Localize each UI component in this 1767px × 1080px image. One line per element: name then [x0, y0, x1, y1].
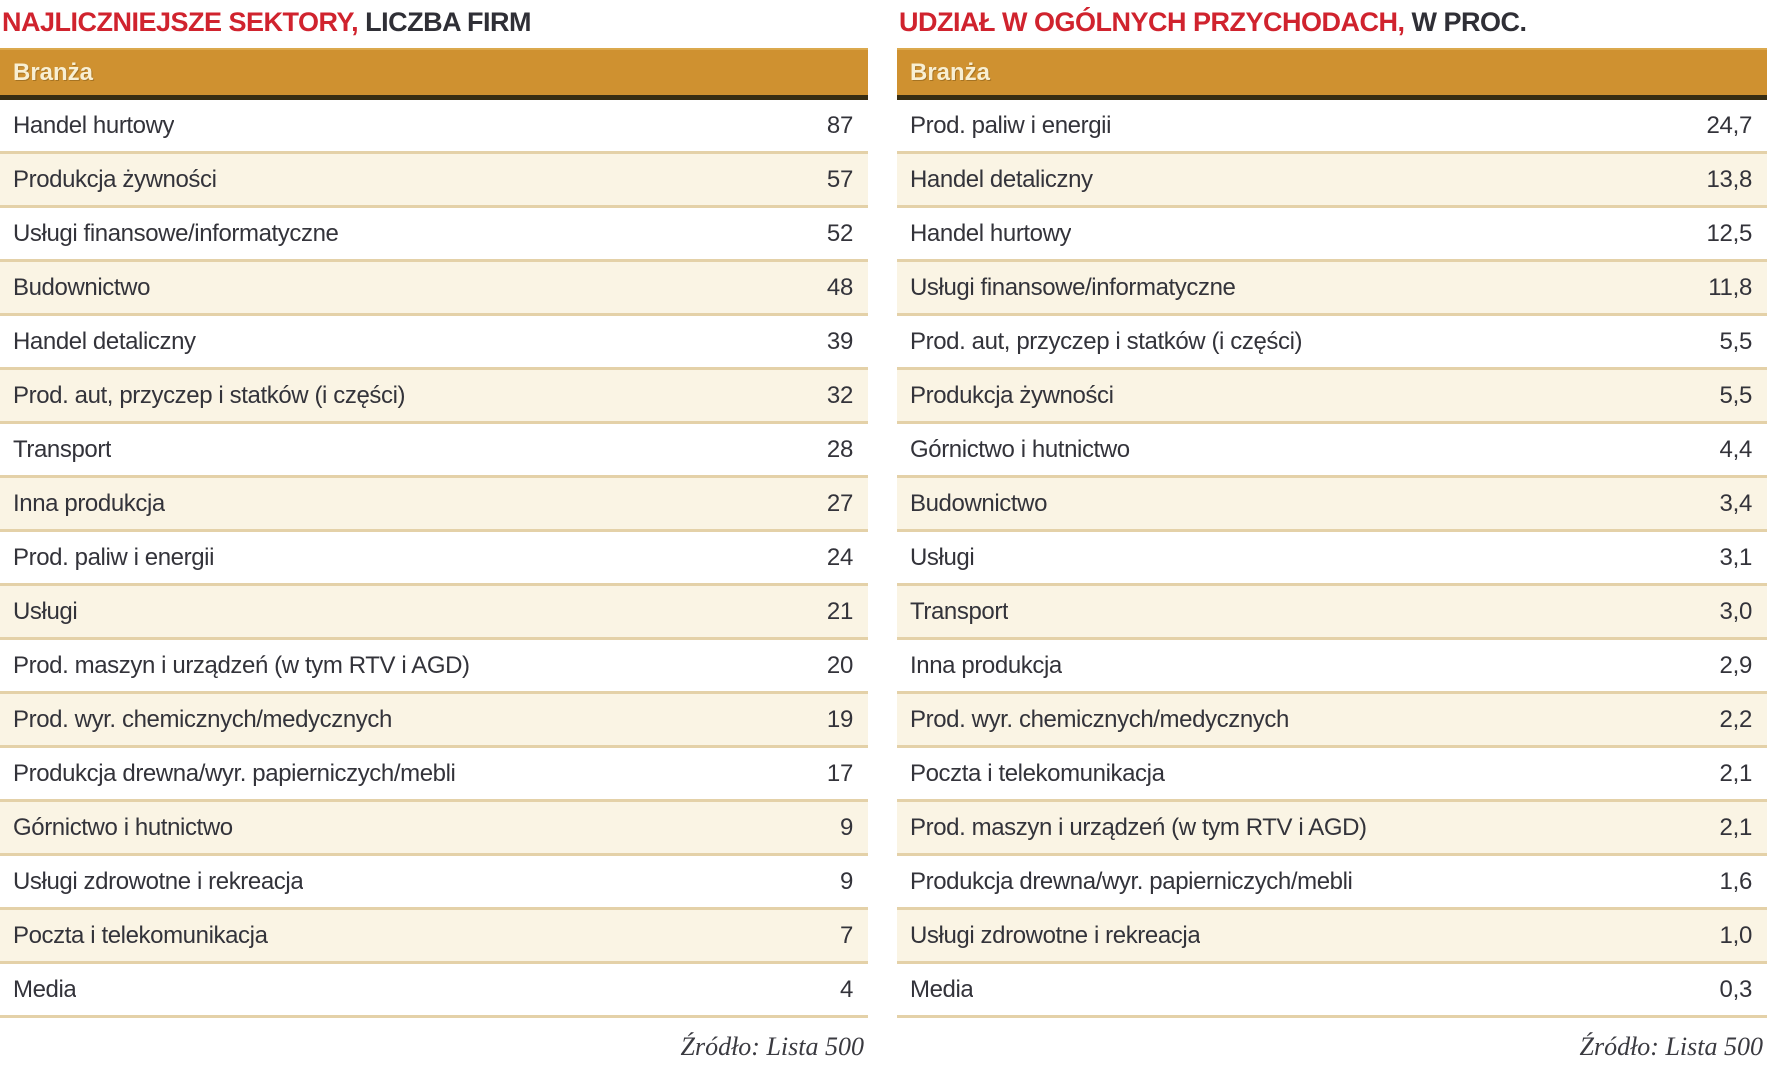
row-label: Produkcja żywności	[910, 381, 1114, 409]
row-value: 4	[839, 975, 853, 1003]
row-label: Usługi zdrowotne i rekreacja	[13, 867, 304, 895]
title-red-part: UDZIAŁ W OGÓLNYCH PRZYCHODACH,	[899, 7, 1405, 37]
row-value: 57	[826, 165, 853, 193]
row-label: Inna produkcja	[910, 651, 1062, 679]
row-value: 24,7	[1706, 111, 1752, 139]
table-row	[0, 586, 868, 640]
table-row	[897, 478, 1767, 532]
table-row	[0, 424, 868, 478]
table-row	[0, 316, 868, 370]
row-value: 2,9	[1719, 651, 1752, 679]
row-value: 12,5	[1706, 219, 1752, 247]
row-label: Transport	[13, 435, 112, 463]
row-value: 48	[826, 273, 853, 301]
table-row	[0, 370, 868, 424]
row-value: 24	[826, 543, 853, 571]
row-label: Handel hurtowy	[13, 111, 175, 139]
row-value: 7	[839, 921, 853, 949]
row-value: 32	[826, 381, 853, 409]
table-row	[897, 208, 1767, 262]
table-row	[897, 586, 1767, 640]
table-row	[897, 694, 1767, 748]
row-label: Handel detaliczny	[13, 327, 196, 355]
table-row	[897, 424, 1767, 478]
row-label: Prod. paliw i energii	[13, 543, 215, 571]
table-row	[897, 640, 1767, 694]
row-value: 28	[826, 435, 853, 463]
table-row	[0, 694, 868, 748]
table-row	[0, 100, 868, 154]
table-row	[897, 370, 1767, 424]
row-label: Transport	[910, 597, 1009, 625]
row-label: Górnictwo i hutnictwo	[910, 435, 1130, 463]
row-value: 4,4	[1719, 435, 1752, 463]
row-label: Produkcja drewna/wyr. papierniczych/mebli	[910, 867, 1353, 895]
table-row	[897, 100, 1767, 154]
table-row	[897, 964, 1767, 1018]
table-row	[897, 532, 1767, 586]
row-label: Produkcja żywności	[13, 165, 217, 193]
row-value: 20	[826, 651, 853, 679]
row-value: 5,5	[1719, 381, 1752, 409]
row-value: 2,2	[1719, 705, 1752, 733]
row-value: 52	[826, 219, 853, 247]
row-value: 1,6	[1719, 867, 1752, 895]
table-row	[0, 964, 868, 1018]
title-red-part: NAJLICZNIEJSZE SEKTORY,	[2, 7, 359, 37]
row-label: Prod. paliw i energii	[910, 111, 1112, 139]
table-row	[897, 802, 1767, 856]
row-label: Prod. aut, przyczep i statków (i części)	[910, 327, 1303, 355]
row-value: 2,1	[1719, 813, 1752, 841]
table-row	[0, 208, 868, 262]
row-value: 5,5	[1719, 327, 1752, 355]
table-revenue-share	[897, 0, 1767, 1080]
row-label: Media	[13, 975, 77, 1003]
table-row	[897, 316, 1767, 370]
table-rows	[897, 100, 1767, 1018]
table-row	[0, 640, 868, 694]
row-value: 21	[826, 597, 853, 625]
table-row	[0, 532, 868, 586]
row-value: 11,8	[1708, 273, 1752, 301]
table-rows	[0, 100, 868, 1018]
row-label: Usługi	[13, 597, 78, 625]
row-value: 39	[826, 327, 853, 355]
row-label: Handel detaliczny	[910, 165, 1093, 193]
table-row	[0, 910, 868, 964]
row-label: Prod. wyr. chemicznych/medycznych	[13, 705, 392, 733]
row-label: Usługi zdrowotne i rekreacja	[910, 921, 1201, 949]
row-label: Górnictwo i hutnictwo	[13, 813, 233, 841]
table-row	[897, 910, 1767, 964]
table-row	[0, 748, 868, 802]
row-value: 13,8	[1706, 165, 1752, 193]
page-title	[897, 0, 1767, 48]
row-label: Prod. aut, przyczep i statków (i części)	[13, 381, 406, 409]
row-value: 3,0	[1719, 597, 1752, 625]
row-label: Prod. maszyn i urządzeń (w tym RTV i AGD)	[13, 651, 470, 679]
title-dark-part: W PROC.	[1404, 7, 1527, 37]
row-value: 87	[826, 111, 853, 139]
row-value: 3,4	[1719, 489, 1752, 517]
table-sectors-count	[0, 0, 868, 1080]
column-header	[897, 48, 1767, 100]
table-row	[897, 154, 1767, 208]
row-label: Prod. wyr. chemicznych/medycznych	[910, 705, 1289, 733]
row-value: 19	[826, 705, 853, 733]
row-value: 27	[826, 489, 853, 517]
table-row	[0, 802, 868, 856]
column-header-label: Branża	[13, 58, 94, 86]
row-value: 1,0	[1719, 921, 1752, 949]
table-row	[0, 478, 868, 532]
row-value: 17	[826, 759, 853, 787]
table-row	[0, 856, 868, 910]
row-value: 3,1	[1719, 543, 1752, 571]
row-value: 9	[839, 867, 853, 895]
row-label: Prod. maszyn i urządzeń (w tym RTV i AGD)	[910, 813, 1367, 841]
row-value: 2,1	[1719, 759, 1752, 787]
row-label: Usługi	[910, 543, 975, 571]
source-note: Źródło: Lista 500	[1579, 1032, 1763, 1061]
table-row	[0, 154, 868, 208]
page-title	[0, 0, 868, 48]
row-label: Usługi finansowe/informatyczne	[13, 219, 339, 247]
column-header	[0, 48, 868, 100]
table-row	[897, 262, 1767, 316]
row-value: 0,3	[1719, 975, 1752, 1003]
row-label: Poczta i telekomunikacja	[13, 921, 268, 949]
table-row	[897, 856, 1767, 910]
row-value: 9	[839, 813, 853, 841]
row-label: Produkcja drewna/wyr. papierniczych/mebli	[13, 759, 456, 787]
row-label: Handel hurtowy	[910, 219, 1072, 247]
row-label: Poczta i telekomunikacja	[910, 759, 1165, 787]
row-label: Usługi finansowe/informatyczne	[910, 273, 1236, 301]
row-label: Media	[910, 975, 974, 1003]
table-row	[0, 262, 868, 316]
column-header-label: Branża	[910, 58, 991, 86]
row-label: Budownictwo	[13, 273, 151, 301]
row-label: Budownictwo	[910, 489, 1048, 517]
row-label: Inna produkcja	[13, 489, 165, 517]
title-dark-part: LICZBA FIRM	[358, 7, 532, 37]
table-row	[897, 748, 1767, 802]
source-note: Źródło: Lista 500	[680, 1032, 864, 1061]
